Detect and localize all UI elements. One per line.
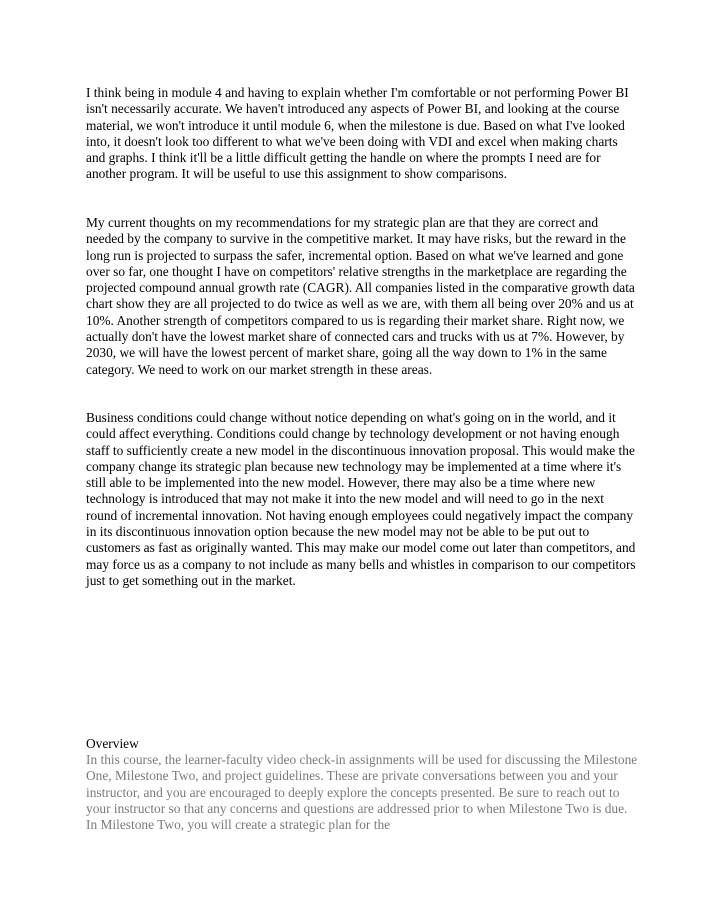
overview-body: In this course, the learner-faculty video check-in assignments will be used for discussing the Milestone One, Milestone Two, and project guidelines. These are private conversations between you and your instructor, and you are encouraged to deeply explore the concepts presented. Be sure to reach out to your instructor so that any concerns and questions are addressed prior to when Milestone Two is due. In Milestone Two, you will create a strategic plan for the — [86, 752, 638, 833]
overview-heading: Overview — [86, 736, 139, 751]
paragraph-strategic-plan: My current thoughts on my recommendations for my strategic plan are that they are correct and needed by the company to survive in the competitive market. It may have risks, but the reward in the long run is projected to surpass the safer, incremental option. Based on what we've learned and gone over so far, one thought I have on competitors' relative strengths in the marketplace are regarding the projected compound annual growth rate (CAGR). All companies listed in the comparative growth data chart show they are all projected to do twice as well as we are, with them all being over 20% and us at 10%. Another strength of competitors compared to us is regarding their market share. Right now, we actually don't have the lowest market share of connected cars and trucks with us at 7%. However, by 2030, we will have the lowest percent of market share, going all the way down to 1% in the same category. We need to work on our market strength in these areas. — [86, 215, 635, 377]
paragraph-business-conditions: Business conditions could change without notice depending on what's going on in the world, and it could affect everything. Conditions could change by technology development or not having enough staff to sufficiently create a new model in the discontinuous innovation proposal. This would make the company change its strategic plan because new technology may be implemented at a time where it's still able to be implemented into the new model. However, there may also be a time where new technology is introduced that may not make it into the new model and will need to go in the next round of incremental innovation. Not having enough employees could negatively impact the company in its discontinuous innovation option because the new model may not be able to be put out to customers as fast as originally wanted. This may make our model come out later than competitors, and may force us as a company to not include as many bells and whistles in comparison to our competitors just to get something out in the market. — [86, 410, 636, 588]
paragraph-power-bi: I think being in module 4 and having to explain whether I'm comfortable or not performing Power BI isn't necessarily accurate. We haven't introduced any aspects of Power BI, and looking at the course material, we won't introduce it until module 6, when the milestone is due. Based on what I've looked into, it doesn't look too different to what we've been doing with VDI and excel when making charts and graphs. I think it'll be a little difficult getting the handle on where the prompts I need are for another program. It will be useful to use this assignment to show comparisons. — [86, 85, 629, 182]
